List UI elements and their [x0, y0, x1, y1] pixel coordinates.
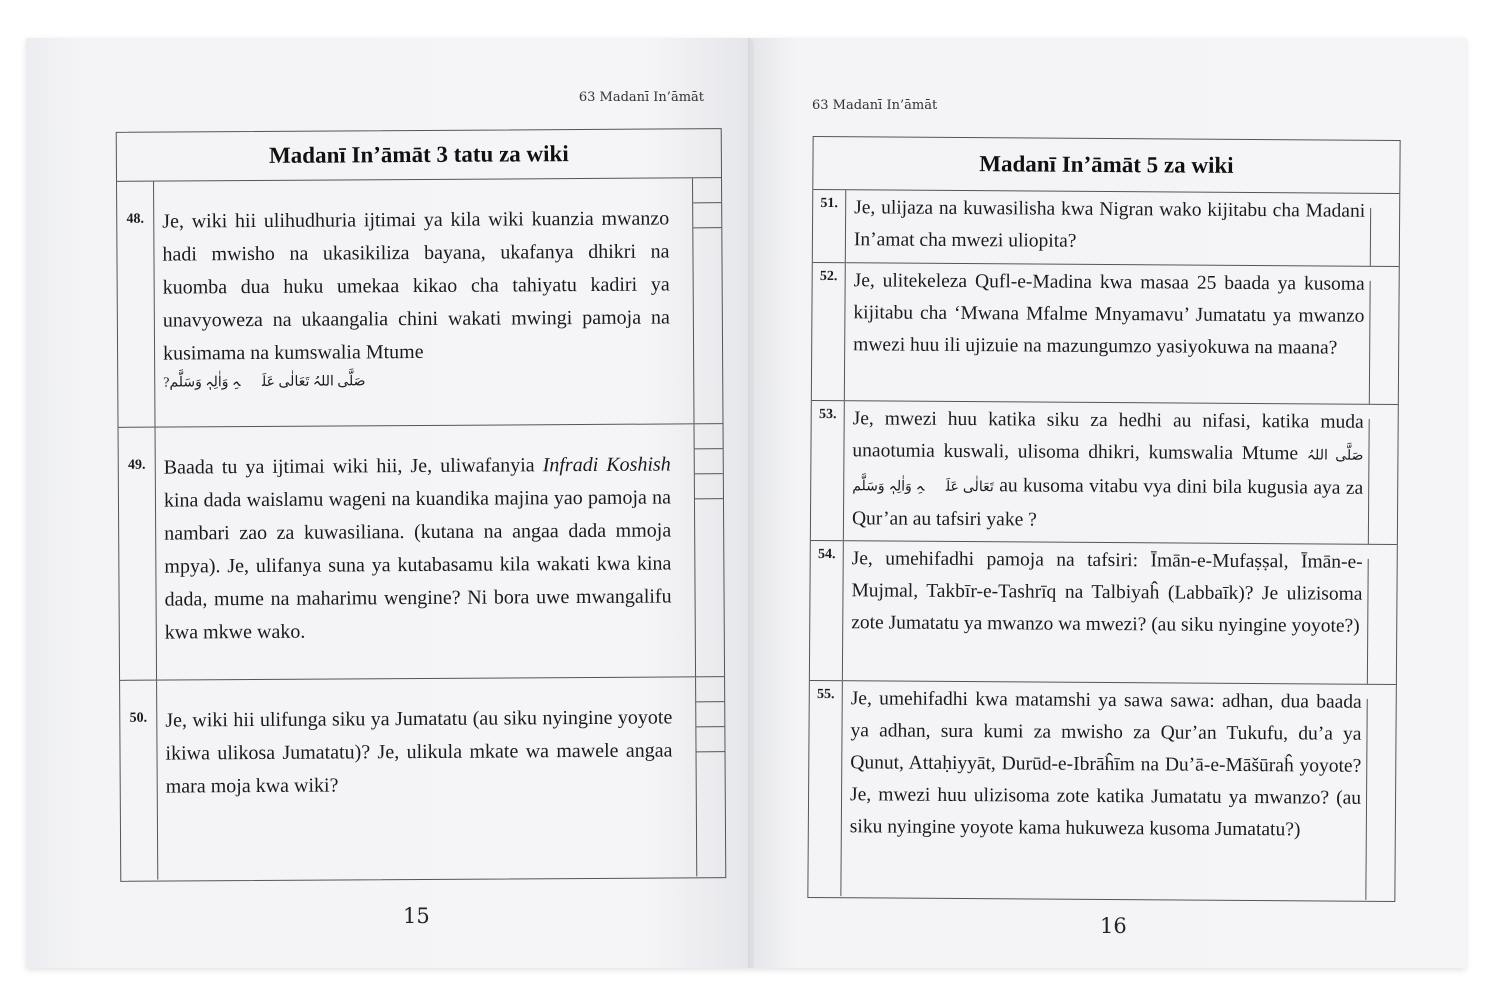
item-text [844, 401, 1398, 544]
checkbox-cell [696, 727, 724, 752]
table-row [117, 178, 722, 428]
table-row [808, 681, 1395, 900]
item-text [154, 178, 722, 426]
checkbox-cell [693, 203, 721, 228]
checkbox-cell [695, 449, 723, 474]
item-number: 51. [813, 190, 847, 262]
item-text: Je, umehifadhi pamoja na tafsiri: Īmān-e-Mufaṣṣal, Īmān-e-Mujmal, Takbīr-e-Tashrīq na Talbiyaĥ (Labbaīk)? Je ulizisoma zote Jumatatu ya mwanzo wa mwezi? (au siku nyingine yoyote?) [851, 548, 1363, 637]
running-head-left: 63 Madanī In’āmāt [578, 90, 704, 105]
table-title-right: Madanī In’āmāt 5 za wiki [813, 137, 1399, 194]
item-number: 50. [120, 681, 158, 880]
checkbox-column [694, 424, 725, 676]
item-text: Je, ulitekeleza Qufl-e-Madina kwa masaa 25 baada ya kusoma kijitabu cha ‘Mwana Mfalme Mnyamavu’ Jumatatu ya mwanzo mwezi huu ili ujizuie na mazungumzo yasiyokuwa na maana? [853, 270, 1365, 359]
item-text: Je, ulijaza na kuwasilisha kwa Nigran wako kijitabu cha Madani In’amat cha mwezi uliopita? [853, 197, 1366, 252]
checkbox-cell [696, 677, 724, 702]
item-text-before: Je, mwezi huu katika siku za hedhi au nifasi, katika muda unaotumia kuswali, ulisoma dhikri, kumswalia Mtume [852, 408, 1364, 465]
left-page [26, 38, 754, 968]
checkbox-column [692, 178, 722, 423]
item-text-after: kina dada waislamu wageni na kuandika majina yao pamoja na nambari zao za kuwasiliana. (kutana na angaa dada mmoja mpya). Je, ulifanya suna ya kutabasamu kila wakati kwa kina dada, mume na maharimu wengine? Ni bora uwe mwangalifu kwa mkwe wako. [163, 486, 672, 644]
arabic-salutation: صَلَّی اللہُ تَعَالٰی عَلَیۡہِ وَاٰلِہٖ وَسَلَّم? [163, 374, 366, 391]
item-text-emphasis: Infradi Koshish [542, 453, 671, 477]
item-text [156, 424, 725, 679]
checkbox-column [1368, 419, 1398, 544]
page-number-right: 16 [1100, 914, 1127, 938]
inamat-table-weekly-5 [807, 136, 1400, 902]
right-page [754, 38, 1466, 968]
table-row [812, 263, 1399, 405]
table-row [120, 677, 725, 880]
checkbox-cell [695, 474, 723, 499]
item-text: Je, umehifadhi kwa matamshi ya sawa sawa: adhan, dua baada ya adhan, sura kumi za mwisho za Qur’an Tukufu, du’a ya Qunut, Attaḥiyyāt, Durūd-e-Ibrāĥīm na Du’ā-e-Māšūraĥ yoyote? Je, mwezi huu ulizisoma zote katika Jumatatu ya mwanzo? (au siku nyingine yoyote kama hukuweza kusoma Jumatatu?) [849, 688, 1362, 841]
item-number: 49. [119, 428, 158, 680]
table-row [119, 424, 725, 681]
inamat-table-weekly-3 [116, 128, 727, 882]
table-title-left: Madanī In’āmāt 3 tatu za wiki [117, 129, 721, 182]
item-text: Je, wiki hii ulifunga siku ya Jumatatu (au siku nyingine yoyote ikiwa ulikosa Jumatatu)? Je, ulikula mkate wa mawele angaa mara moja kwa wiki? [165, 706, 673, 798]
table-row [810, 541, 1397, 685]
item-number: 54. [810, 541, 844, 680]
checkbox-cell [696, 702, 724, 727]
table-row [813, 190, 1399, 267]
checkbox-column [1370, 208, 1399, 266]
item-number: 52. [812, 263, 846, 400]
item-number: 53. [811, 401, 845, 540]
checkbox-column [1369, 281, 1399, 404]
checkbox-grid [693, 178, 721, 228]
item-text-before: Baada tu ya ijtimai wiki hii, Je, uliwafanyia [163, 454, 535, 479]
item-number: 55. [808, 681, 843, 896]
table-row [811, 401, 1398, 545]
checkbox-column [1367, 559, 1397, 684]
checkbox-cell [693, 178, 721, 203]
item-number: 48. [117, 182, 155, 427]
item-text-body: Je, wiki hii ulihudhuria ijtimai ya kila wiki kuanzia mwanzo hadi mwisho na ukasikiliza bayana, ukafanya dhikri na kuomba dua huku umekaa kikao cha tahiyatu kadiri ya unavyoweza na ukaangalia chini wakati mwingi pamoja na kusimama na kumswalia Mtume [162, 207, 670, 365]
checkbox-column [695, 677, 725, 876]
checkbox-column [1365, 699, 1395, 900]
checkbox-grid [695, 424, 723, 499]
checkbox-grid [696, 677, 724, 752]
arabic-salutation: صَلَّی اللہُ تَعَالٰی عَلَیۡہِ وَاٰلِہٖ وَسَلَّم [852, 448, 1364, 496]
page-number-left: 15 [403, 904, 430, 928]
checkbox-cell [695, 424, 723, 449]
running-head-right: 63 Madanī In’āmāt [812, 98, 938, 113]
item-text-after: au kusoma vitabu vya dini bila kugusia aya za Qur’an au tafsiri yake ? [851, 475, 1364, 531]
